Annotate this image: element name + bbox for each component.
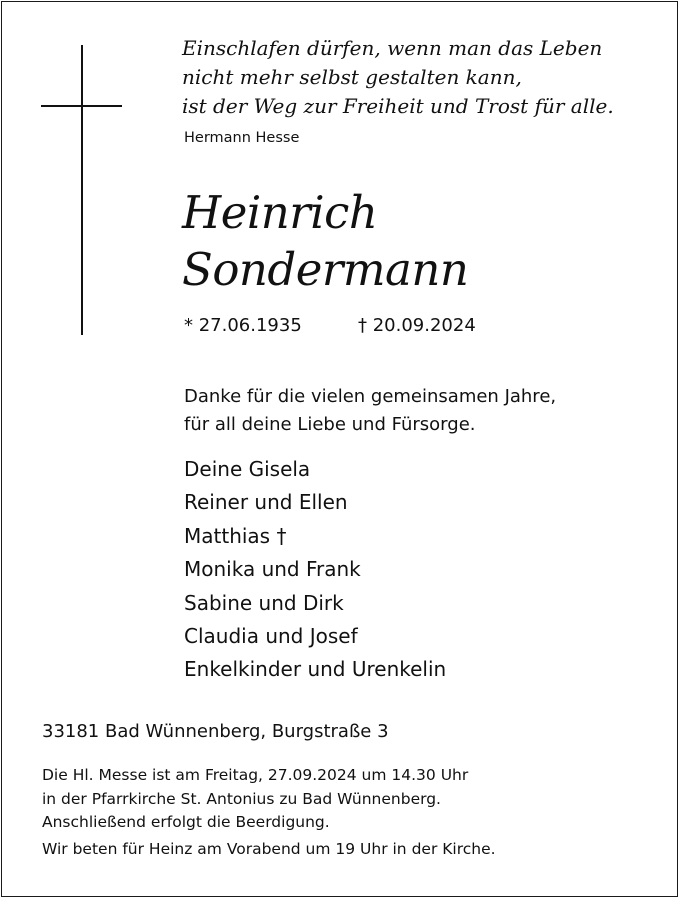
birth-date: * 27.06.1935 — [184, 315, 302, 336]
mourner-entry: Matthias † — [184, 523, 287, 548]
thanks-text — [184, 383, 556, 439]
thanks-line: für all deine Liebe und Fürsorge. — [184, 414, 476, 435]
quote — [182, 34, 614, 121]
quote-author: Hermann Hesse — [184, 130, 300, 146]
first-name: Heinrich — [182, 186, 378, 239]
cross-horizontal-bar — [41, 105, 122, 107]
thanks-line: Danke für die vielen gemeinsamen Jahre, — [184, 386, 557, 407]
mourner-entry: Monika und Frank — [184, 557, 361, 582]
quote-line: nicht mehr selbst gestalten kann, — [182, 65, 522, 89]
quote-line: Einschlafen dürfen, wenn man das Leben — [182, 36, 603, 60]
service-line: Anschließend erfolgt die Beerdigung. — [42, 813, 330, 831]
service-line: Die Hl. Messe ist am Freitag, 27.09.2024 um 14.30 Uhr — [42, 766, 469, 784]
quote-line: ist der Weg zur Freiheit und Trost für alle. — [182, 94, 614, 118]
mourner-entry: Claudia und Josef — [184, 623, 358, 648]
death-date: † 20.09.2024 — [358, 315, 476, 336]
service-line: Wir beten für Heinz am Vorabend um 19 Uhr in der Kirche. — [42, 839, 496, 858]
service-line: in der Pfarrkirche St. Antonius zu Bad Wünnenberg. — [42, 789, 441, 808]
notice-border — [1, 1, 678, 897]
last-name: Sondermann — [182, 243, 469, 296]
cross-vertical-bar — [81, 45, 83, 335]
service-info — [42, 764, 496, 861]
deceased-name — [182, 184, 468, 298]
mourner-entry: Reiner und Ellen — [184, 490, 348, 515]
mourner-entry: Enkelkinder und Urenkelin — [184, 657, 447, 682]
mourner-entry: Deine Gisela — [184, 457, 311, 481]
mourner-entry: Sabine und Dirk — [184, 590, 344, 615]
address: 33181 Bad Wünnenberg, Burgstraße 3 — [42, 721, 389, 742]
mourners-list — [184, 453, 446, 687]
